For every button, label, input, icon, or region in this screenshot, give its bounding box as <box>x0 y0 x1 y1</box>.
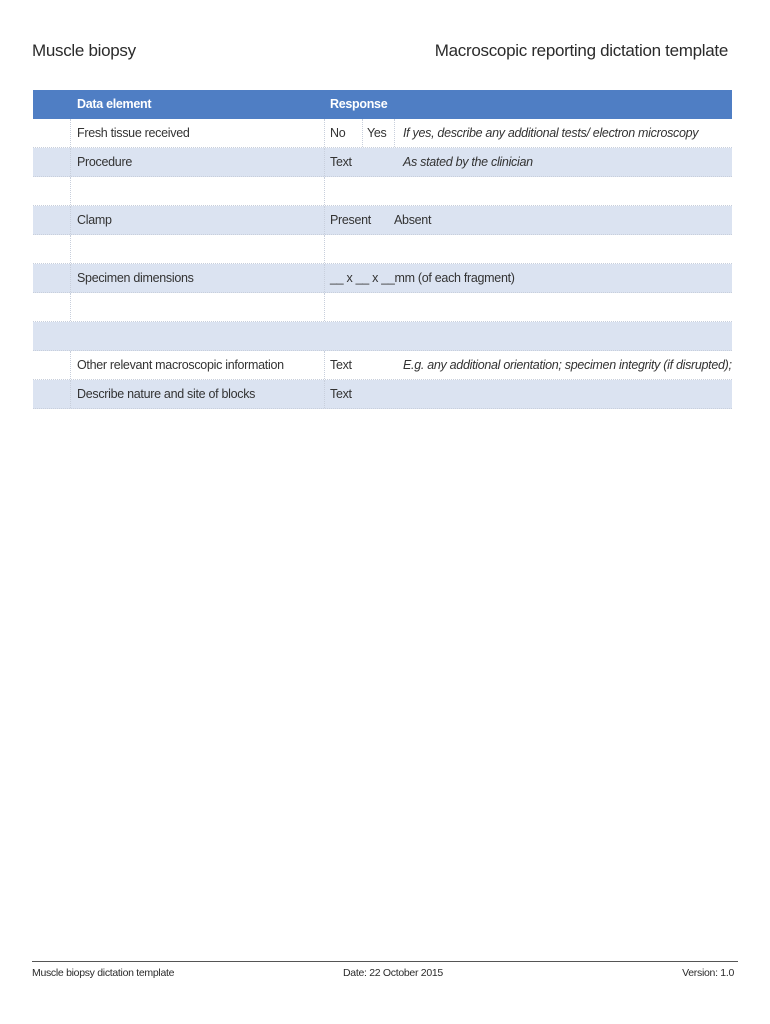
row-response-text[interactable]: Text <box>330 358 352 372</box>
footer-divider <box>32 961 738 962</box>
row-element-label: Procedure <box>71 148 325 176</box>
table-row <box>33 119 732 148</box>
dictation-table <box>33 90 732 409</box>
column-header-data-element: Data element <box>77 97 152 111</box>
row-response-text[interactable] <box>325 322 330 350</box>
row-margin-cell <box>33 235 71 263</box>
row-response-option-absent[interactable]: Absent <box>394 213 432 227</box>
table-header-row <box>33 90 732 119</box>
row-response-text[interactable]: Text <box>330 155 352 169</box>
row-margin-cell <box>33 148 71 176</box>
row-element-label: Specimen dimensions <box>71 264 325 292</box>
row-element-label: Describe nature and site of blocks <box>71 380 325 408</box>
row-margin-cell <box>33 380 71 408</box>
table-row-empty <box>33 293 732 322</box>
row-element-label <box>71 235 325 263</box>
row-response-note: E.g. any additional orientation; specimen integrity (if disrupted); <box>403 358 732 372</box>
row-response-text[interactable] <box>325 177 330 205</box>
row-margin-cell <box>33 206 71 234</box>
column-header-response: Response <box>330 97 388 111</box>
row-element-label <box>71 293 325 321</box>
row-element-label <box>71 177 325 205</box>
row-margin-cell <box>33 293 71 321</box>
row-response-note: If yes, describe any additional tests/ electron microscopy <box>403 126 699 140</box>
row-element-label: Other relevant macroscopic information <box>71 351 325 379</box>
table-row-empty <box>33 177 732 206</box>
template-title: Macroscopic reporting dictation template <box>434 41 728 60</box>
row-response-text[interactable] <box>325 235 330 263</box>
row-margin-cell <box>33 119 71 147</box>
table-row-empty <box>33 235 732 264</box>
row-response-note: As stated by the clinician <box>403 155 533 169</box>
table-row <box>33 351 732 380</box>
table-row <box>33 148 732 177</box>
row-margin-cell <box>33 264 71 292</box>
table-row <box>33 380 732 409</box>
row-response-text[interactable]: Text <box>330 387 352 401</box>
row-margin-cell <box>33 351 71 379</box>
document-title: Muscle biopsy <box>32 41 136 60</box>
table-row-empty <box>33 322 732 351</box>
row-element-label: Clamp <box>71 206 325 234</box>
footer-document-name: Muscle biopsy dictation template <box>32 967 175 979</box>
row-response-option-yes[interactable]: Yes <box>367 126 387 140</box>
table-row <box>33 264 732 293</box>
row-response-option-no[interactable]: No <box>330 126 346 140</box>
footer-date: Date: 22 October 2015 <box>343 967 443 979</box>
row-response-option-present[interactable]: Present <box>330 213 371 227</box>
row-response-dimensions[interactable]: __ x __ x __mm (of each fragment) <box>330 271 515 285</box>
row-response-text[interactable] <box>325 293 330 321</box>
footer-version: Version: 1.0 <box>682 967 734 979</box>
row-element-label: Fresh tissue received <box>71 119 325 147</box>
row-margin-cell <box>33 177 71 205</box>
table-row <box>33 206 732 235</box>
